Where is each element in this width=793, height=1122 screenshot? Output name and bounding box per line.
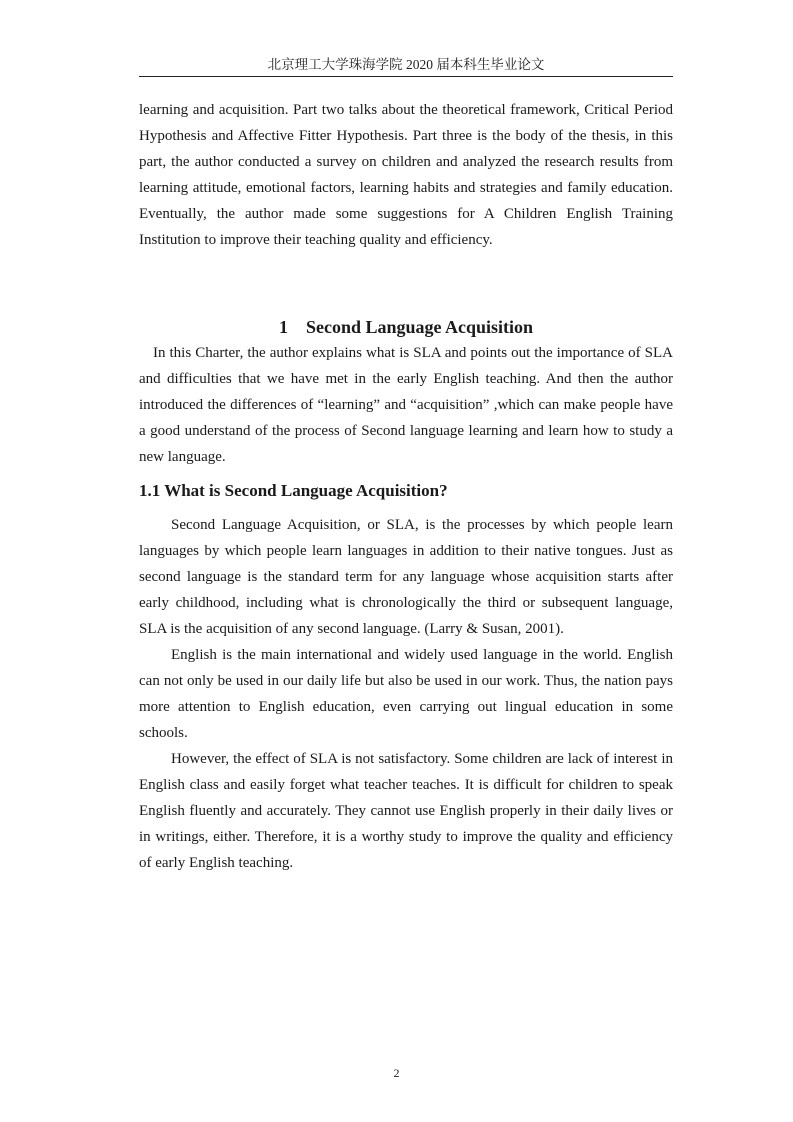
page-header: 北京理工大学珠海学院 2020 届本科生毕业论文 (267, 57, 545, 72)
document-body (139, 97, 673, 876)
section-paragraph: However, the effect of SLA is not satisfactory. Some children are lack of interest in English class and easily forget what teacher teaches. It is difficult for children to speak English fluently and accurately. They cannot use English properly in their daily lives or in writings, either. Therefore, it is a worthy study to improve the quality and efficiency of early English teaching. (139, 751, 673, 871)
chapter-number: 1 (278, 317, 288, 337)
section-paragraph: English is the main international and widely used language in the world. English can not only be used in our daily life but also be used in our work. Thus, the nation pays more attention to English education, even carrying out lingual education in some schools. (139, 647, 673, 741)
intro-paragraph: learning and acquisition. Part two talks about the theoretical framework, Critical Period Hypothesis and Affective Fitter Hypothesis. Part three is the body of the thesis, in this part, the author conducted a survey on children and analyzed the research results from learning attitude, emotional factors, learning habits and strategies and family education. Eventually, the author made some suggestions for A Children English Training Institution to improve their teaching quality and efficiency. (139, 102, 673, 248)
page-number: 2 (393, 1066, 400, 1080)
section-heading: 1.1 What is Second Language Acquisition? (139, 481, 448, 500)
chapter-intro-paragraph: In this Charter, the author explains what is SLA and points out the importance of SLA and difficulties that we have met in the early English teaching. And then the author introduced the differences of “learning” and “acquisition” ,which can make people have a good understand of the process of Second language learning and learn how to study a new language. (139, 345, 673, 465)
chapter-heading (139, 314, 673, 340)
section-paragraph: Second Language Acquisition, or SLA, is the processes by which people learn languages by which people learn languages in addition to their native tongues. Just as second language is the standard term for any language whose acquisition starts after early childhood, including what is chronologically the third or subsequent language, SLA is the acquisition of any second language. (Larry & Susan, 2001). (139, 517, 673, 637)
chapter-title: Second Language Acquisition (305, 317, 534, 337)
header-rule (139, 76, 673, 77)
